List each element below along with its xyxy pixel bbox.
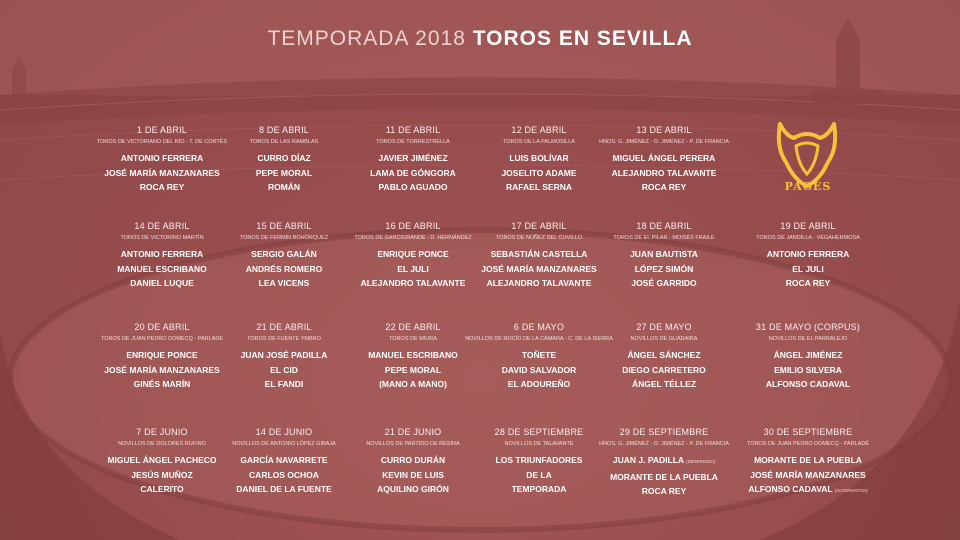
event-ganaderia: TOROS DE VICTORIANO DEL RÍO - T. DE CORTÉS [96,139,228,145]
torero-name: AQUILINO GIRÓN [377,484,449,494]
torero-name: ALEJANDRO TALAVANTE [360,278,466,288]
torero-name: JOSÉ MARÍA MANZANARES [104,364,220,375]
torero-name: ÁNGEL JIMÉNEZ [773,350,843,360]
event-card [588,322,740,392]
event-ganaderia: NOVILLOS DE EL PARRALEJO [768,336,848,342]
event-date: 21 DE JUNIO [384,427,442,437]
torero-name: MANUEL ESCRIBANO [117,263,207,274]
torero-line [732,453,884,468]
event-date: 1 DE ABRIL [136,125,188,135]
torero-line [588,180,740,195]
torero-name: ROMÁN [267,182,301,192]
torero-name: ROCA REY [785,278,831,288]
torero-name: MANUEL ESCRIBANO [368,350,458,360]
torero-name: SEBASTIÁN CASTELLA [490,249,588,259]
event-ganaderia: TOROS DE JUAN PEDRO DOMECQ - PARLADÉ [746,441,870,447]
event-ganaderia: HNOS. G. JIMÉNEZ - O. JIMÉNEZ - P. DE FRANCIA [599,441,729,447]
torero-name: ANDRÉS ROMERO [245,263,323,274]
event-toreros [588,348,740,392]
event-card [732,427,884,499]
torero-name: DANIEL DE LA FUENTE [236,484,332,494]
torero-name: LÓPEZ SIMÓN [634,263,694,274]
torero-name: ALFONSO CADAVAL [765,379,851,389]
event-ganaderia: TOROS DE JUAN PEDRO DOMECQ - PARLADÉ [100,336,224,342]
torero-name: PABLO AGUADO [378,182,448,192]
event-toreros [588,151,740,195]
torero-name: DAVID SALVADOR [501,364,577,375]
torero-name: TOÑETE [521,350,557,360]
torero-line [588,453,740,470]
torero-name: DANIEL LUQUE [130,278,194,288]
torero-line [588,377,740,392]
event-date: 19 DE ABRIL [780,221,836,231]
torero-name: DIEGO CARRETERO [622,364,706,375]
torero-name: EL CID [270,364,298,375]
torero-name: JOSÉ MARÍA MANZANARES [481,263,597,274]
torero-name: ROCA REY [641,182,687,192]
torero-name: ROCA REY [641,486,687,496]
event-ganaderia: TOROS DE FERMÍN BOHÓRQUEZ [239,235,329,241]
torero-name: JUAN BAUTISTA [630,249,698,259]
torero-name: RAFAEL SERNA [506,182,572,192]
event-ganaderia: HNOS. G. JIMÉNEZ - O. JIMÉNEZ - P. DE FRANCIA [599,139,729,145]
torero-name: TEMPORADA [511,484,567,494]
torero-name: ENRIQUE PONCE [377,249,449,259]
event-ganaderia: NOVILLOS DE ROCÍO DE LA CÁMARA - C. DE LA SIERRA [465,336,613,342]
torero-name: MIGUEL ÁNGEL PACHECO [107,455,217,465]
event-date: 30 DE SEPTIEMBRE [763,427,853,437]
torero-line [732,348,884,363]
torero-name: DE LA [526,469,552,480]
torero-line [732,482,884,499]
torero-name: CURRO DURÁN [380,455,446,465]
torero-line [732,247,884,262]
torero-name: LEA VICENS [258,278,310,288]
torero-name: LOS TRIUNFADORES [495,455,583,465]
event-date: 16 DE ABRIL [385,221,441,231]
event-date: 31 DE MAYO (CORPUS) [755,322,861,332]
torero-name: ALFONSO CADAVAL [748,484,833,494]
event-date: 17 DE ABRIL [511,221,567,231]
torero-name: JUAN JOSÉ PADILLA [240,350,328,360]
title-main: TOROS EN SEVILLA [472,27,693,50]
torero-name: CARLOS OCHOA [249,469,319,480]
event-ganaderia: NOVILLOS DE PARTIDO DE RESINA [366,441,460,447]
torero-line [732,276,884,291]
event-card [588,427,740,499]
event-date: 12 DE ABRIL [511,125,567,135]
event-ganaderia: NOVILLOS DE DOLORES RUFINO [118,441,206,447]
event-toreros [732,453,884,499]
event-date: 14 DE ABRIL [134,221,190,231]
torero-name: JOSÉ MARÍA MANZANARES [750,469,866,480]
torero-name: CURRO DÍAZ [257,153,311,163]
torero-name: PEPE MORAL [255,167,313,178]
event-date: 14 DE JUNIO [255,427,313,437]
torero-name: ANTONIO FERRERA [120,249,204,259]
event-date: 22 DE ABRIL [385,322,441,332]
torero-name: MORANTE DE LA PUEBLA [754,455,862,465]
event-date: 13 DE ABRIL [636,125,692,135]
event-toreros [588,453,740,499]
torero-line [732,262,884,277]
event-toreros [732,247,884,291]
torero-name: ENRIQUE PONCE [126,350,198,360]
event-ganaderia: TOROS DE JANDILLA - VEGAHERMOSA [756,235,860,241]
event-ganaderia: NOVILLOS DE TALAVANTE [504,441,574,447]
torero-name: JOSÉ MARÍA MANZANARES [104,167,220,178]
event-card [732,221,884,291]
torero-name: ÁNGEL SÁNCHEZ [627,350,701,360]
event-ganaderia: TOROS DE EL PILAR - MOISÉS FRAILE [613,235,715,241]
torero-note: (ALTERNATIVA) [834,488,868,493]
event-ganaderia: TOROS DE MIURA [389,336,437,342]
torero-note: (DESPEDIDA) [686,459,716,464]
event-date: 20 DE ABRIL [134,322,190,332]
torero-line [732,377,884,392]
torero-name: ANTONIO FERRERA [766,249,850,259]
torero-line [588,151,740,166]
torero-name: EL ADOUREÑO [507,379,571,389]
torero-name: GINÉS MARÍN [133,379,191,389]
event-date: 8 DE ABRIL [258,125,310,135]
torero-line [588,363,740,378]
torero-name: JOSÉ GARRIDO [631,278,697,288]
torero-name: EMILIO SILVERA [774,364,842,375]
event-date: 29 DE SEPTIEMBRE [619,427,709,437]
event-card [732,322,884,392]
torero-name: ALEJANDRO TALAVANTE [611,167,717,178]
event-date: 11 DE ABRIL [385,125,441,135]
event-date: 7 DE JUNIO [136,427,188,437]
event-card [588,125,740,195]
torero-name: EL JULI [397,263,429,274]
torero-name: JOSELITO ADAME [501,167,577,178]
torero-name: ÁNGEL TÉLLEZ [631,379,697,389]
torero-name: LUIS BOLÍVAR [509,153,569,163]
event-date: 21 DE ABRIL [256,322,312,332]
torero-name: MORANTE DE LA PUEBLA [610,471,718,482]
torero-name: KEVIN DE LUIS [382,469,444,480]
event-ganaderia: TOROS DE TORRESTRELLA [376,139,450,145]
torero-name: GARCÍA NAVARRETE [240,455,328,465]
torero-line [588,262,740,277]
torero-line [732,363,884,378]
event-ganaderia: TOROS DE GARCIGRANDE - D. HERNÁNDEZ [354,235,472,241]
event-date: 27 DE MAYO [636,322,692,332]
event-card [588,221,740,291]
torero-line [732,468,884,483]
event-ganaderia: TOROS DE LAS RAMBLAS [249,139,319,145]
event-ganaderia: NOVILLOS DE ANTONIO LÓPEZ GIBAJA [232,441,336,447]
torero-name: ROCA REY [139,182,185,192]
torero-name: SERGIO GALÁN [251,249,317,259]
event-date: 6 DE MAYO [513,322,565,332]
torero-line [588,276,740,291]
event-date: 18 DE ABRIL [636,221,692,231]
event-date: 15 DE ABRIL [256,221,312,231]
torero-name: (MANO A MANO) [379,379,447,389]
event-toreros [732,348,884,392]
torero-name: JESÚS MUÑOZ [131,469,193,480]
torero-line [588,484,740,499]
logo-text: PAGÉS [784,180,832,193]
torero-name: MIGUEL ÁNGEL PERERA [612,153,716,163]
event-toreros [588,247,740,291]
event-ganaderia: TOROS DE LA PALMOSILLA [503,139,575,145]
title-season: TEMPORADA 2018 [267,27,466,50]
torero-name: EL JULI [792,263,824,274]
event-ganaderia: NOVILLOS DE GUADAIRA [630,336,698,342]
event-ganaderia: TOROS DE FUENTE YMBRO [247,336,321,342]
torero-name: CALERITO [140,484,184,494]
torero-name: ALEJANDRO TALAVANTE [486,278,592,288]
torero-name: JAVIER JIMÉNEZ [378,153,448,163]
torero-line [588,166,740,181]
torero-name: JUAN J. PADILLA [612,455,684,465]
event-date: 28 DE SEPTIEMBRE [494,427,584,437]
torero-line [588,247,740,262]
torero-name: LAMA DE GÓNGORA [370,167,456,178]
torero-line [588,348,740,363]
torero-line [588,470,740,485]
torero-name: ANTONIO FERRERA [120,153,204,163]
event-ganaderia: TOROS DE NÚÑEZ DEL CUVILLO [495,235,583,241]
torero-name: EL FANDI [264,379,304,389]
torero-name: PEPE MORAL [384,364,442,375]
event-ganaderia: TOROS DE VICTORINO MARTÍN [120,235,204,241]
